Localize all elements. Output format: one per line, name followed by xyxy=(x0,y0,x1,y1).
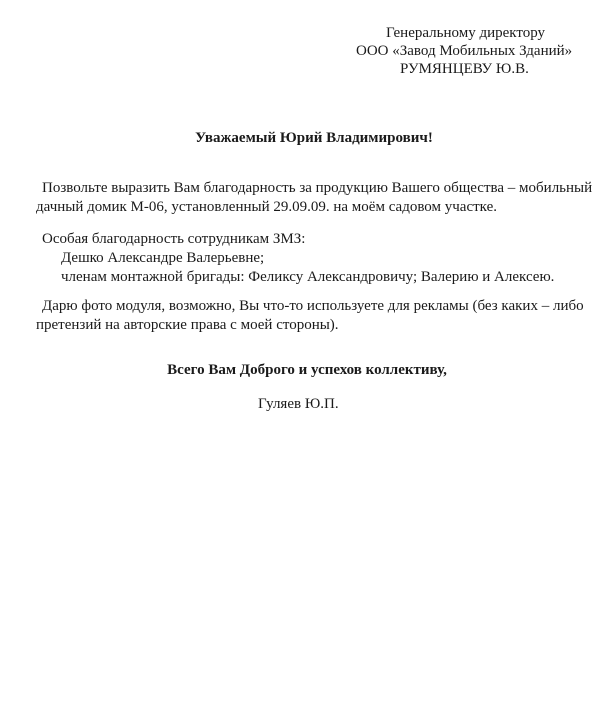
paragraph-line: Особая благодарность сотрудникам ЗМЗ: xyxy=(42,231,306,247)
paragraph-line: Дешко Александре Валерьевне; xyxy=(61,250,265,266)
addressee-position: Генеральному директору xyxy=(386,25,546,41)
paragraph-line: претензий на авторские права с моей стороны). xyxy=(36,317,339,333)
paragraph-staff-thanks xyxy=(42,230,572,287)
paragraph-line: Дарю фото модуля, возможно, Вы что-то используете для рекламы (без каких – либо xyxy=(42,298,584,314)
addressee-name: РУМЯНЦЕВУ Ю.В. xyxy=(400,61,529,77)
salutation: Уважаемый Юрий Владимирович! xyxy=(195,130,433,146)
paragraph-gratitude xyxy=(36,179,593,217)
closing-phrase: Всего Вам Доброго и успехов коллективу, xyxy=(167,362,447,378)
addressee-company: ООО «Завод Мобильных Зданий» xyxy=(356,43,573,59)
paragraph-photo xyxy=(36,297,584,335)
paragraph-line: членам монтажной бригады: Феликсу Александровичу; Валерию и Алексею. xyxy=(61,269,555,285)
paragraph-line: дачный домик М-06, установленный 29.09.09. на моём садовом участке. xyxy=(36,199,498,215)
signature: Гуляев Ю.П. xyxy=(258,396,339,412)
paragraph-line: Позвольте выразить Вам благодарность за продукцию Вашего общества – мобильный xyxy=(42,180,593,196)
addressee-block xyxy=(356,24,586,78)
